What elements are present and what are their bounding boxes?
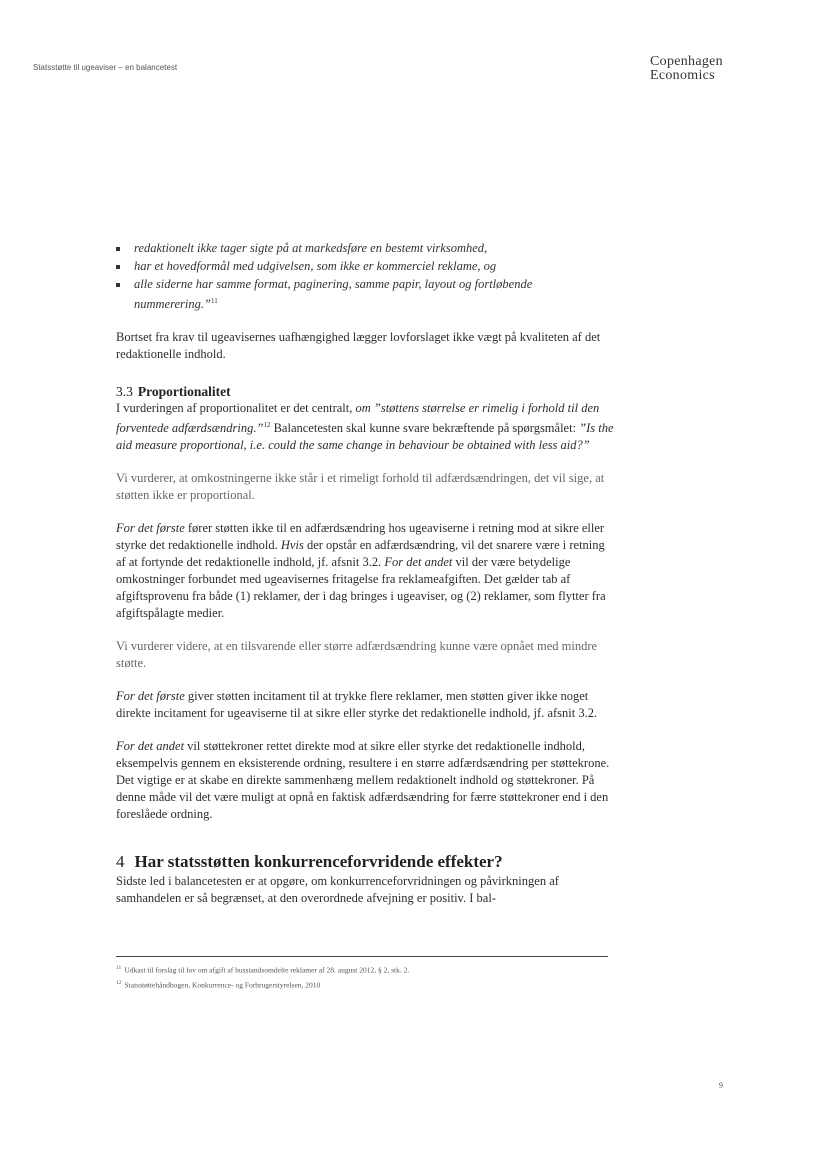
text-run: der opstår en adfærdsændring, vil det snarere være i retning af at fortynde det redaktionelle indhold, jf. afsnit 3.2. [116, 538, 605, 570]
footnote-text: Statsstøttehåndbogen, Konkurrence- og Forbrugerstyrelsen, 2010 [124, 980, 321, 989]
running-header: Statsstøtte til ugeaviser – en balancetest [33, 63, 178, 72]
footnote-ref: 12 [263, 421, 271, 430]
text-run: giver støtten incitament til at trykke flere reklamer, men støtten giver ikke noget direkte incitament for ugeaviserne til at sikre eller styrke det redaktionelle indhold, jf. afsnit 3.2. [116, 689, 598, 721]
quote-text: om ”støttens størrelse er rimelig i forhold til den forventede adfærdsændring.” [116, 401, 600, 436]
list-item [116, 276, 616, 313]
text-run: vil der være betydelige omkostninger forbundet med ugeavisernes fritagelse fra reklameafgiften. Det gælder tab af afgiftsprovenu fra både (1) reklamer, der i dag bringes i ugeaviser, og (2) reklamer, som flytter fra afgiftspålagte medier. [116, 555, 606, 621]
bullet-text: alle siderne har samme format, paginering, samme papir, layout og fortløbende nummerering.” [134, 277, 533, 312]
criteria-bullet-list [116, 240, 616, 313]
paragraph-lovforslag: Bortset fra krav til ugeavisernes uafhængighed lægger lovforslaget ikke vægt på kvaliteten af det redaktionelle indhold. [116, 330, 601, 362]
footnote-number: 11 [116, 965, 122, 971]
footnote-text: Udkast til forslag til lov om afgift af husstandsomdelte reklamer af 28. august 2012, § 2, stk. 2. [124, 965, 410, 975]
footnote-ref: 11 [210, 297, 218, 305]
paragraph-direct-support [116, 738, 616, 823]
section-heading-4 [116, 851, 616, 873]
bullet-icon [116, 247, 120, 251]
paragraph-proportionality-intro [116, 400, 616, 454]
assessment-2: Vi vurderer videre, at en tilsvarende eller større adfærdsændring kunne være opnået med mindre støtte. [116, 639, 598, 671]
text-run: I vurderingen af proportionalitet er det centralt, [116, 401, 356, 416]
bullet-text: har et hovedformål med udgivelsen, som ikke er kommerciel reklame, og [134, 259, 497, 273]
bullet-text: redaktionelt ikke tager sigte på at markedsføre en bestemt virksomhed, [134, 241, 488, 255]
text-run: fører støtten ikke til en adfærdsændring hos ugeaviserne i retning mod at sikre eller styrke det redaktionelle indhold. [116, 521, 605, 553]
paragraph-section-4: Sidste led i balancetesten er at opgøre, om konkurrenceforvridningen og påvirkningen af samhandelen er så begrænset, at den overordnede afvejning er positiv. I bal- [116, 874, 559, 906]
main-content [116, 240, 616, 907]
brand-logo [650, 55, 723, 83]
lead-text: For det første [116, 689, 185, 704]
page-number: 9 [719, 1081, 723, 1090]
brand-line-1: Copenhagen [650, 54, 723, 69]
section-number: 4 [116, 852, 125, 872]
lead-text: For det første [116, 521, 185, 536]
paragraph-first-argument [116, 520, 616, 622]
footnote-divider [116, 956, 608, 957]
footnote [116, 977, 616, 992]
lead-text: For det andet [384, 555, 453, 570]
text-run: vil støttekroner rettet direkte mod at sikre eller styrke det redaktionelle indhold, eksempelvis gennem en eksisterende ordning, resultere i en større adfærdsændring per støttekrone. Det vigtige er at skabe en direkte sammenhæng mellem redaktionelt indhold og støttekroner. På denne måde vil det være muligt at opnå en faktisk adfærdsændring for færre støttekroner end i den foreslåede ordning. [116, 739, 610, 822]
bullet-icon [116, 265, 120, 269]
section-heading-3-3 [116, 383, 616, 400]
section-title: Proportionalitet [137, 384, 231, 400]
list-item [116, 240, 616, 257]
text-run: Balancetesten skal kunne svare bekræftende på spørgsmålet: [270, 421, 580, 436]
assessment-1: Vi vurderer, at omkostningerne ikke står i et rimeligt forhold til adfærdsændringen, det vil sige, at støtten ikke er proportional. [116, 471, 605, 503]
question-text: ”Is the aid measure proportional, i.e. could the same change in behaviour be obtained with less aid?” [116, 421, 614, 453]
section-number: 3.3 [116, 384, 133, 400]
footnotes [116, 962, 616, 991]
paragraph-incentive [116, 688, 616, 722]
footnote-number: 12 [116, 979, 122, 986]
footnote [116, 962, 616, 977]
list-item [116, 258, 616, 275]
section-title: Har statsstøtten konkurrenceforvridende effekter? [134, 852, 503, 872]
bullet-icon [116, 283, 120, 287]
lead-text: For det andet [116, 739, 185, 754]
emphasis-text: Hvis [280, 538, 304, 553]
brand-line-2: Economics [650, 68, 715, 83]
